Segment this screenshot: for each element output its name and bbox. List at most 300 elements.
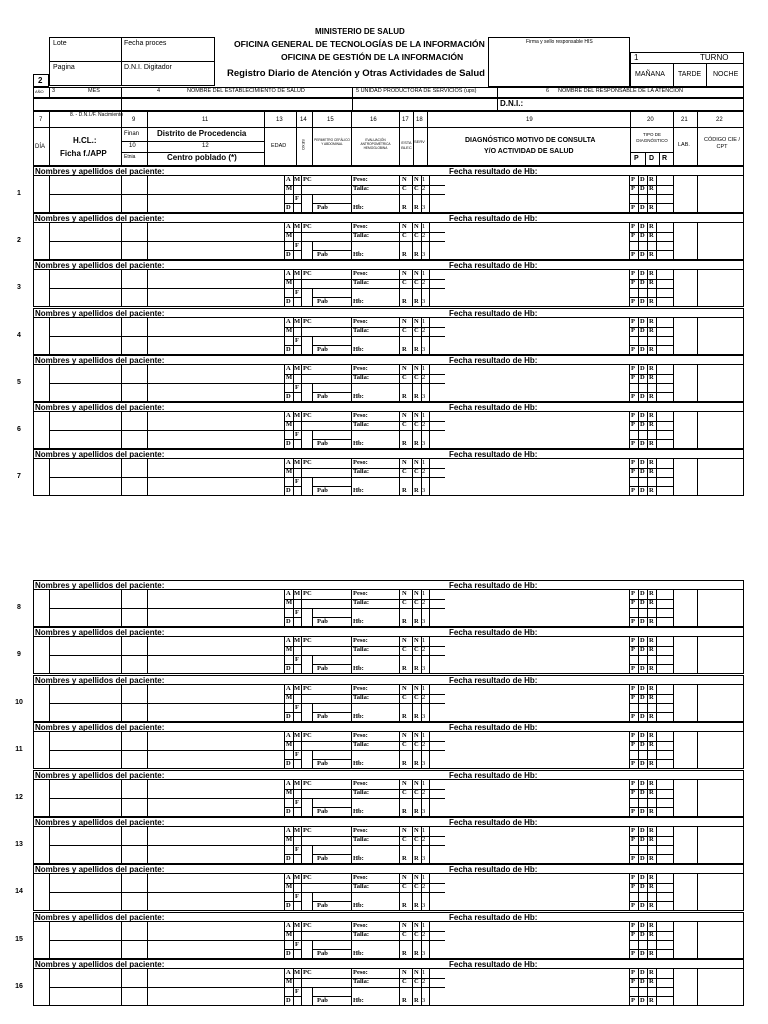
pc-label: PC (303, 684, 312, 692)
form-title: Registro Diario de Atención y Otras Actividades de Salud (227, 68, 485, 79)
estab-n: N (402, 779, 407, 787)
estab-r: R (402, 392, 407, 400)
col-12: 12 (202, 143, 209, 149)
tipo-p-1: P (631, 270, 635, 278)
tipo-r-2: R (649, 232, 654, 240)
turno-noche: NOCHE (713, 71, 739, 78)
serv-c: C (414, 326, 419, 334)
tipo-p-3: P (631, 712, 635, 720)
serv-r: R (414, 392, 419, 400)
sex-m: M (294, 921, 301, 929)
age-d: D (286, 855, 291, 862)
hb-date-label: Fecha resultado de Hb: (449, 865, 538, 875)
age-a: A (286, 921, 291, 929)
patient-name-label: Nombres y apellidos del paciente: (35, 261, 165, 271)
row-number: 6 (17, 426, 21, 433)
pc-label: PC (303, 921, 312, 929)
pab-label: Pab (317, 618, 328, 625)
estab-n: N (402, 684, 407, 692)
tipo-d-1: D (640, 223, 645, 231)
tipo-r-1: R (649, 459, 654, 467)
col-19: 19 (526, 117, 533, 123)
diag-3: 3 (422, 902, 426, 910)
peso-label: Peso: (353, 176, 368, 183)
pc-label: PC (303, 779, 312, 787)
row-number: 11 (15, 746, 23, 754)
sex-f: F (295, 656, 299, 664)
tipo-p-2: P (631, 978, 635, 986)
tipo-d-1: D (640, 459, 645, 467)
diag-3: 3 (422, 712, 426, 720)
pagina-label: Pagina (53, 64, 75, 71)
hb-date-label: Fecha resultado de Hb: (449, 355, 538, 365)
age-d: D (286, 807, 291, 815)
hb-date-label: Fecha resultado de Hb: (449, 450, 538, 460)
sex-f: F (295, 195, 299, 202)
estab-n: N (402, 364, 407, 372)
tipo-r-2: R (649, 930, 654, 938)
tipo-d-3: D (640, 760, 645, 768)
tipo-r-1: R (649, 732, 654, 740)
estab-c: C (402, 599, 407, 606)
col-estab: ESTA BLEC (401, 140, 412, 151)
patient-name-label: Nombres y apellidos del paciente: (35, 912, 165, 922)
hb-date-label: Fecha resultado de Hb: (449, 723, 538, 733)
hb-label: Hb: (353, 487, 364, 495)
estab-n: N (402, 827, 407, 834)
tipo-p-2: P (631, 279, 635, 287)
serv-c: C (414, 646, 419, 654)
diag-2: 2 (422, 599, 426, 606)
tipo-d-3: D (640, 712, 645, 720)
tipo-r-1: R (649, 590, 654, 597)
tipo-d-1: D (640, 176, 645, 183)
estab-c: C (402, 930, 407, 938)
tipo-d-1: D (640, 590, 645, 597)
col-tipo-p: P (634, 155, 639, 162)
tipo-p-1: P (631, 223, 635, 231)
tipo-p-2: P (631, 883, 635, 891)
age-m: M (286, 741, 293, 749)
patient-name-label: Nombres y apellidos del paciente: (35, 581, 165, 590)
tipo-p-2: P (631, 232, 635, 240)
pc-label: PC (303, 223, 312, 231)
diag-2: 2 (422, 693, 426, 701)
hb-date-label: Fecha resultado de Hb: (449, 261, 538, 271)
tipo-d-3: D (640, 807, 645, 815)
peso-label: Peso: (353, 779, 368, 787)
diag-1: 1 (422, 637, 426, 645)
col-etnia: Etnia (124, 154, 136, 160)
diag-3: 3 (422, 204, 426, 211)
hb-date-label: Fecha resultado de Hb: (449, 581, 538, 590)
tipo-p-3: P (631, 392, 635, 400)
age-a: A (286, 364, 291, 372)
age-a: A (286, 459, 291, 467)
talla-label: Talla: (353, 326, 370, 334)
age-m: M (286, 978, 293, 986)
age-d: D (286, 902, 291, 910)
tipo-r-1: R (649, 779, 654, 787)
tipo-r-1: R (649, 176, 654, 183)
serv-r: R (414, 760, 419, 768)
row-number: 1 (17, 190, 21, 197)
serv-r: R (414, 949, 419, 957)
estab-n: N (402, 637, 407, 645)
tipo-p-1: P (631, 412, 635, 419)
serv-r: R (414, 204, 419, 211)
office-tech-title: OFICINA GENERAL DE TECNOLOGÍAS DE LA INFORMACIÓN (234, 39, 485, 49)
serv-n: N (414, 732, 419, 740)
hb-label: Hb: (353, 949, 364, 957)
age-d: D (286, 949, 291, 957)
estab-n: N (402, 459, 407, 467)
tipo-r-3: R (649, 949, 654, 957)
tipo-p-1: P (631, 684, 635, 692)
pc-label: PC (303, 364, 312, 372)
tipo-d-2: D (640, 978, 645, 986)
tipo-r-3: R (649, 298, 654, 306)
diag-2: 2 (422, 326, 426, 334)
estab-r: R (402, 440, 407, 447)
diag-2: 2 (422, 836, 426, 843)
col-10: 10 (129, 143, 136, 149)
age-m: M (286, 326, 293, 334)
age-m: M (286, 468, 293, 476)
diag-1: 1 (422, 779, 426, 787)
tipo-r-2: R (649, 326, 654, 334)
sex-f: F (295, 798, 299, 806)
row-number: 5 (17, 378, 21, 386)
pab-label: Pab (317, 392, 328, 400)
row-number: 15 (15, 935, 23, 943)
hb-label: Hb: (353, 902, 364, 910)
tipo-d-2: D (640, 741, 645, 749)
age-d: D (286, 618, 291, 625)
pab-label: Pab (317, 251, 328, 259)
peso-label: Peso: (353, 637, 368, 645)
sex-m: M (294, 364, 301, 372)
col-diag2: Y/O ACTIVIDAD DE SALUD (484, 148, 574, 155)
pc-label: PC (303, 969, 312, 977)
estab-c: C (402, 185, 407, 192)
hb-label: Hb: (353, 345, 364, 353)
tipo-r-1: R (649, 827, 654, 834)
age-a: A (286, 412, 291, 419)
tipo-p-1: P (631, 779, 635, 787)
diag-1: 1 (422, 176, 426, 183)
serv-r: R (414, 712, 419, 720)
estab-r: R (402, 298, 407, 306)
tipo-d-2: D (640, 373, 645, 381)
tipo-r-3: R (649, 855, 654, 862)
pab-label: Pab (317, 487, 328, 495)
tipo-d-3: D (640, 392, 645, 400)
pc-label: PC (303, 637, 312, 645)
pab-label: Pab (317, 665, 328, 673)
sex-m: M (294, 732, 301, 740)
sex-m: M (294, 827, 301, 834)
tipo-r-1: R (649, 684, 654, 692)
age-d: D (286, 997, 291, 1005)
serv-c: C (414, 883, 419, 891)
establecimiento-label: NOMBRE DEL ESTABLECIMIENTO DE SALUD (187, 88, 305, 94)
peso-label: Peso: (353, 270, 368, 278)
tipo-p-1: P (631, 459, 635, 467)
tipo-d-3: D (640, 949, 645, 957)
age-m: M (286, 693, 293, 701)
estab-n: N (402, 590, 407, 597)
tipo-p-3: P (631, 949, 635, 957)
peso-label: Peso: (353, 732, 368, 740)
sex-m: M (294, 176, 301, 183)
col-8: 8. - D.N.I./F. Nacimiento (70, 112, 124, 118)
sex-m: M (294, 874, 301, 882)
diag-2: 2 (422, 373, 426, 381)
hb-label: Hb: (353, 204, 364, 211)
age-a: A (286, 590, 291, 597)
peso-label: Peso: (353, 590, 368, 597)
serv-r: R (414, 251, 419, 259)
serv-n: N (414, 270, 419, 278)
num-6: 6 (546, 88, 550, 94)
tipo-p-2: P (631, 468, 635, 476)
col-sexo: SEXO (301, 139, 306, 151)
estab-n: N (402, 874, 407, 882)
serv-n: N (414, 874, 419, 882)
diag-3: 3 (422, 298, 426, 306)
pc-label: PC (303, 317, 312, 325)
tipo-r-2: R (649, 883, 654, 891)
age-a: A (286, 684, 291, 692)
serv-c: C (414, 930, 419, 938)
col-tipo-r: R (662, 155, 668, 162)
tipo-r-2: R (649, 185, 654, 192)
tipo-d-3: D (640, 665, 645, 673)
talla-label: Talla: (353, 836, 370, 843)
serv-n: N (414, 317, 419, 325)
sex-m: M (294, 270, 301, 278)
estab-c: C (402, 836, 407, 843)
estab-n: N (402, 176, 407, 183)
diag-2: 2 (422, 788, 426, 796)
tipo-d-3: D (640, 298, 645, 306)
tipo-d-3: D (640, 251, 645, 259)
sex-f: F (295, 336, 299, 344)
col-14: 14 (300, 117, 307, 123)
serv-c: C (414, 836, 419, 843)
tipo-r-1: R (649, 364, 654, 372)
diag-2: 2 (422, 978, 426, 986)
serv-n: N (414, 684, 419, 692)
tipo-p-2: P (631, 185, 635, 192)
col-centro: Centro poblado (*) (167, 153, 237, 162)
tipo-p-2: P (631, 599, 635, 606)
serv-n: N (414, 364, 419, 372)
tipo-p-2: P (631, 326, 635, 334)
tipo-d-3: D (640, 855, 645, 862)
hb-date-label: Fecha resultado de Hb: (449, 214, 538, 224)
tipo-r-2: R (649, 599, 654, 606)
col-diag1: DIAGNÓSTICO MOTIVO DE CONSULTA (465, 137, 596, 144)
tipo-d-1: D (640, 874, 645, 882)
col-20: 20 (647, 117, 654, 123)
col-edad: EDAD (271, 143, 287, 149)
age-d: D (286, 712, 291, 720)
col-22: 22 (716, 117, 723, 123)
tipo-d-2: D (640, 836, 645, 843)
tipo-d-1: D (640, 364, 645, 372)
peso-label: Peso: (353, 969, 368, 977)
tipo-p-3: P (631, 760, 635, 768)
tipo-r-2: R (649, 836, 654, 843)
patient-name-label: Nombres y apellidos del paciente: (35, 960, 165, 970)
sex-f: F (295, 751, 299, 759)
tipo-p-3: P (631, 251, 635, 259)
hb-label: Hb: (353, 665, 364, 673)
talla-label: Talla: (353, 421, 370, 428)
age-d: D (286, 298, 291, 306)
tipo-p-3: P (631, 204, 635, 211)
talla-label: Talla: (353, 468, 370, 476)
diag-2: 2 (422, 279, 426, 287)
peso-label: Peso: (353, 827, 368, 834)
pc-label: PC (303, 176, 312, 183)
hb-date-label: Fecha resultado de Hb: (449, 628, 538, 638)
tipo-r-3: R (649, 997, 654, 1005)
diag-1: 1 (422, 459, 426, 467)
estab-c: C (402, 326, 407, 334)
hb-date-label: Fecha resultado de Hb: (449, 818, 538, 827)
col-evaluacion: EVALUACIÓN ANTROPOMÉTRICA HEMOGLOBINA (360, 138, 391, 151)
pab-label: Pab (317, 712, 328, 720)
responsable-label: NOMBRE DEL RESPONSABLE DE LA ATENCIÓN (558, 88, 684, 94)
estab-c: C (402, 421, 407, 428)
patient-name-label: Nombres y apellidos del paciente: (35, 450, 165, 460)
tipo-d-2: D (640, 185, 645, 192)
tipo-p-3: P (631, 902, 635, 910)
estab-r: R (402, 712, 407, 720)
age-a: A (286, 637, 291, 645)
tipo-r-3: R (649, 760, 654, 768)
tipo-p-1: P (631, 921, 635, 929)
col-9: 9 (132, 117, 136, 123)
pab-label: Pab (317, 997, 328, 1005)
serv-n: N (414, 223, 419, 231)
sex-m: M (294, 459, 301, 467)
diag-2: 2 (422, 421, 426, 428)
hb-date-label: Fecha resultado de Hb: (449, 308, 538, 318)
tipo-p-3: P (631, 855, 635, 862)
turno-number: 1 (634, 53, 639, 62)
row-number: 14 (15, 888, 23, 896)
tipo-r-2: R (649, 741, 654, 749)
diag-1: 1 (422, 921, 426, 929)
estab-r: R (402, 997, 407, 1005)
hb-label: Hb: (353, 712, 364, 720)
diag-3: 3 (422, 487, 426, 495)
tipo-d-3: D (640, 902, 645, 910)
age-m: M (286, 185, 293, 192)
age-a: A (286, 969, 291, 977)
page-number: 2 (38, 76, 43, 85)
serv-r: R (414, 298, 419, 306)
patient-name-label: Nombres y apellidos del paciente: (35, 675, 165, 685)
serv-c: C (414, 185, 419, 192)
sex-f: F (295, 478, 299, 486)
estab-n: N (402, 412, 407, 419)
col-lab: LAB. (678, 142, 690, 148)
diag-2: 2 (422, 232, 426, 240)
row-number: 3 (17, 284, 21, 292)
tipo-r-3: R (649, 665, 654, 673)
talla-label: Talla: (353, 978, 370, 986)
tipo-d-2: D (640, 279, 645, 287)
tipo-p-1: P (631, 317, 635, 325)
talla-label: Talla: (353, 883, 370, 891)
serv-c: C (414, 373, 419, 381)
row-number: 13 (15, 841, 23, 848)
diag-1: 1 (422, 874, 426, 882)
age-m: M (286, 421, 293, 428)
serv-c: C (414, 599, 419, 606)
col-dia: DÍA (35, 144, 46, 150)
age-m: M (286, 232, 293, 240)
tipo-p-2: P (631, 788, 635, 796)
tipo-p-2: P (631, 373, 635, 381)
age-d: D (286, 760, 291, 768)
turno-tarde: TARDE (678, 71, 702, 78)
tipo-r-1: R (649, 270, 654, 278)
sex-f: F (295, 609, 299, 616)
pc-label: PC (303, 412, 312, 419)
num-4: 4 (157, 88, 161, 94)
col-tipo: TIPO DE DIAGNÓSTICO (636, 132, 668, 144)
age-m: M (286, 373, 293, 381)
sex-f: F (295, 940, 299, 948)
diag-3: 3 (422, 251, 426, 259)
row-number: 10 (15, 698, 23, 706)
talla-label: Talla: (353, 693, 370, 701)
age-a: A (286, 270, 291, 278)
hb-date-label: Fecha resultado de Hb: (449, 403, 538, 412)
estab-r: R (402, 345, 407, 353)
diag-3: 3 (422, 807, 426, 815)
tipo-d-3: D (640, 487, 645, 495)
tipo-r-1: R (649, 969, 654, 977)
tipo-d-1: D (640, 732, 645, 740)
tipo-d-2: D (640, 930, 645, 938)
hb-label: Hb: (353, 298, 364, 306)
tipo-p-3: P (631, 665, 635, 673)
diag-2: 2 (422, 468, 426, 476)
serv-n: N (414, 921, 419, 929)
patient-name-label: Nombres y apellidos del paciente: (35, 818, 165, 827)
tipo-d-3: D (640, 997, 645, 1005)
peso-label: Peso: (353, 921, 368, 929)
sex-f: F (295, 988, 299, 996)
col-16: 16 (370, 117, 377, 123)
sex-m: M (294, 317, 301, 325)
serv-r: R (414, 487, 419, 495)
row-number: 16 (15, 983, 23, 991)
pab-label: Pab (317, 298, 328, 306)
office-mgmt-title: OFICINA DE GESTIÓN DE LA INFORMACIÓN (281, 52, 464, 62)
dni-label: D.N.I.: (500, 99, 524, 108)
tipo-r-1: R (649, 223, 654, 231)
col-perimetro: PERIMETRO CEFÁLICO Y ABDOMINAL (314, 138, 350, 147)
tipo-r-1: R (649, 921, 654, 929)
